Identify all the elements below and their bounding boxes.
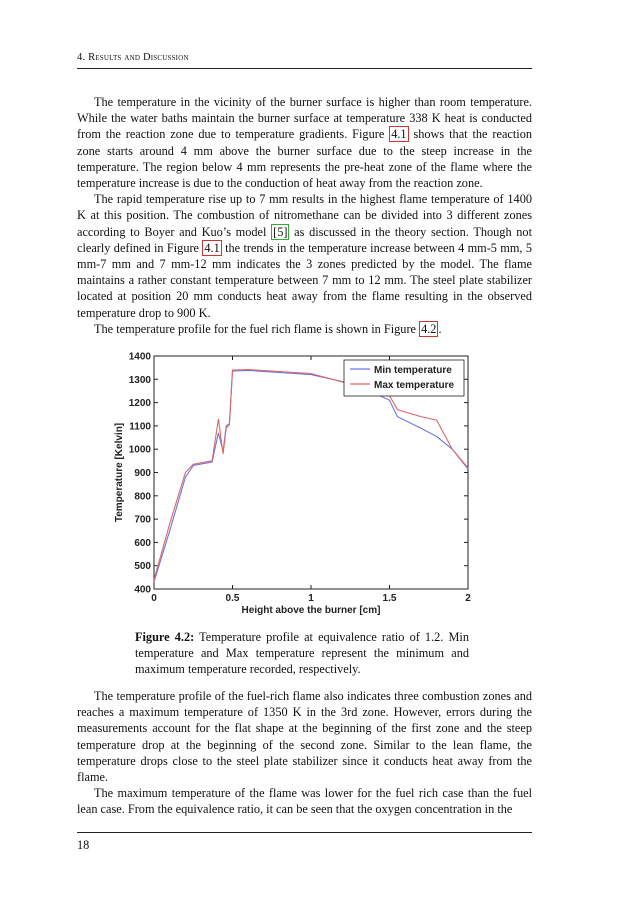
legend-entry: Max temperature bbox=[374, 380, 455, 391]
x-tick-label: 1 bbox=[308, 593, 314, 604]
paragraph-text: The temperature in the vicinity of the burner surface is higher than room temperature. While the water baths maintain the burner surface at temperature 338 K heat is conducted from the reaction zone due to temperature gradients. Figure bbox=[77, 95, 532, 142]
y-tick-label: 1400 bbox=[128, 351, 151, 363]
y-tick-label: 600 bbox=[134, 537, 151, 549]
paragraph-text: as discussed in the theory section. Though not clearly defined in Figure bbox=[77, 224, 532, 255]
x-tick-label: 2 bbox=[465, 593, 471, 604]
y-tick-label: 1200 bbox=[128, 398, 151, 410]
figure-4-2 bbox=[112, 348, 488, 618]
paragraph-text: . bbox=[438, 321, 442, 336]
x-tick-label: 0.5 bbox=[225, 593, 240, 604]
header-rule bbox=[77, 68, 532, 69]
y-axis-label: Temperature [Kelvin] bbox=[114, 422, 125, 523]
y-tick-label: 1000 bbox=[128, 444, 151, 456]
y-tick-label: 800 bbox=[134, 491, 151, 503]
y-tick-label: 1100 bbox=[129, 421, 151, 433]
figure-reference-link[interactable]: 4.1 bbox=[391, 127, 407, 142]
x-tick-label: 1.5 bbox=[382, 593, 397, 604]
page-number: 18 bbox=[77, 838, 90, 852]
paragraph-text: the trends in the temperature increase between 4 mm-5 mm, 5 mm-7 mm and 7 mm-12 mm indicates the 3 zones predicted by the model. The flame maintains a rather constant temperature between 7 mm to 12 mm. The steel plate stabilizer located at position 20 mm conducts heat away from the flame resulting in the observed temperature drop to 900 K. bbox=[77, 240, 532, 320]
running-header: 4. Results and Discussion bbox=[77, 52, 189, 63]
figure-label: Figure 4.2: bbox=[135, 630, 195, 644]
paragraph bbox=[77, 94, 532, 191]
body-text-bottom bbox=[77, 688, 532, 818]
body-text-top bbox=[77, 94, 532, 337]
figure-caption bbox=[135, 629, 469, 678]
x-axis-label: Height above the burner [cm] bbox=[241, 605, 381, 616]
paragraph bbox=[77, 688, 532, 785]
y-tick-label: 1300 bbox=[128, 374, 151, 386]
y-tick-label: 700 bbox=[134, 514, 151, 526]
paragraph-text: The temperature profile of the fuel-rich flame also indicates three combustion zones and reaches a maximum temperature of 1350 K in the 3rd zone. However, errors during the measurements account for the flat shape at the beginning of the first zone and the steep temperature drop at the beginning of the second zone. Similar to the lean flame, the temperature drops close to the steel plate stabilizer since it conducts heat away from the flame. bbox=[77, 689, 532, 785]
figure-reference-link[interactable]: 4.2 bbox=[421, 321, 437, 336]
citation-link[interactable]: [5] bbox=[273, 224, 288, 239]
y-tick-label: 400 bbox=[134, 584, 151, 596]
y-tick-label: 900 bbox=[134, 468, 151, 479]
paragraph-text: shows that the reaction zone starts around 4 mm above the burner surface due to the steep increase in the temperature. The region below 4 mm represents the pre-heat zone of the flame where the temperature increase is due to the conduction of heat away from the reaction zone. bbox=[77, 127, 532, 191]
paragraph bbox=[77, 321, 532, 337]
paragraph bbox=[77, 785, 532, 817]
legend-entry: Min temperature bbox=[374, 365, 452, 376]
y-tick-label: 500 bbox=[134, 561, 151, 573]
figure-reference-link[interactable]: 4.1 bbox=[204, 240, 220, 255]
figure-caption-text: Temperature profile at equivalence ratio of 1.2. Min temperature and Max temperature represent the minimum and maximum temperature recorded, respectively. bbox=[135, 630, 469, 677]
paragraph-text: The temperature profile for the fuel rich flame is shown in Figure bbox=[94, 321, 420, 336]
paragraph-text: The maximum temperature of the flame was lower for the fuel rich case than the fuel lean case. From the equivalence ratio, it can be seen that the oxygen concentration in the bbox=[77, 786, 532, 817]
paragraph bbox=[77, 191, 532, 321]
x-tick-label: 0 bbox=[151, 593, 157, 604]
temperature-profile-chart bbox=[112, 348, 488, 618]
footer-rule bbox=[77, 832, 532, 833]
paragraph-text: The rapid temperature rise up to 7 mm results in the highest flame temperature of 1400 K at this position. The combustion of nitromethane can be divided into 3 different zones according to Boyer and Kuo’s model bbox=[77, 192, 532, 239]
